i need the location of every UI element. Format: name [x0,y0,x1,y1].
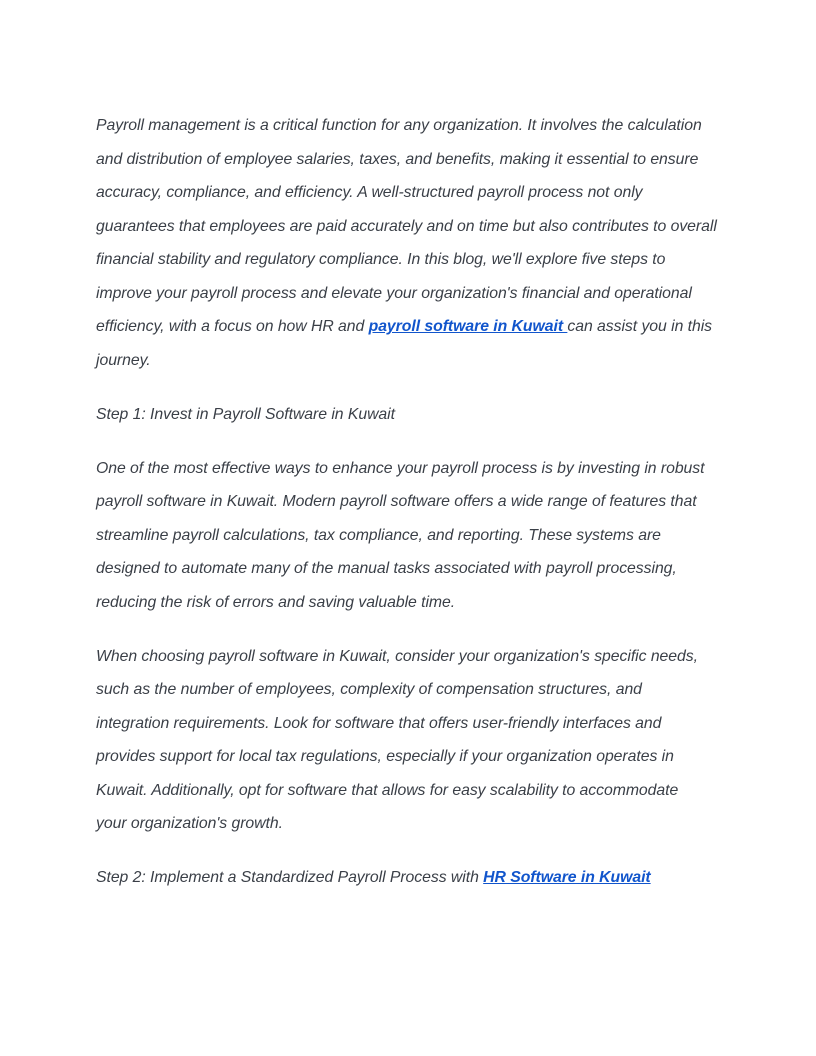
step2-heading [96,861,720,895]
text-line: provides support for local tax regulations, especially if your organization operates in [96,748,674,765]
payroll-software-link[interactable]: payroll software in Kuwait [368,318,568,335]
text-line: such as the number of employees, complexity of compensation structures, and [96,681,642,698]
text-line: reducing the risk of errors and saving valuable time. [96,593,456,611]
text-line: integration requirements. Look for software that offers user-friendly interfaces and [96,714,662,732]
text-line: your organization's growth. [96,815,283,832]
text-segment: efficiency, with a focus on how HR and [96,318,369,335]
text-segment: can assist you in this [567,318,713,335]
step1-paragraph-1 [96,452,720,620]
text-line-with-link [96,310,720,344]
text-line: journey. [96,351,151,369]
text-line: accuracy, compliance, and efficiency. A well-structured payroll process not only [96,184,643,201]
text-line: designed to automate many of the manual tasks associated with payroll processing, [96,560,677,577]
text-line: When choosing payroll software in Kuwait, consider your organization's specific needs, [96,647,698,665]
step1-paragraph-2 [96,640,720,841]
text-line: streamline payroll calculations, tax compliance, and reporting. These systems are [96,526,661,544]
document-page [96,109,720,915]
hr-software-link[interactable]: HR Software in Kuwait [483,869,651,886]
text-line: improve your payroll process and elevate your organization's financial and operational [96,284,692,302]
text-line: payroll software in Kuwait. Modern payroll software offers a wide range of features that [96,493,697,510]
text-line: One of the most effective ways to enhance your payroll process is by investing in robust [96,459,705,477]
step1-heading: Step 1: Invest in Payroll Software in Kuwait [96,405,395,423]
text-line: Kuwait. Additionally, opt for software that allows for easy scalability to accommodate [96,781,679,799]
text-line: financial stability and regulatory compliance. In this blog, we'll explore five steps to [96,251,666,268]
text-segment: Step 2: Implement a Standardized Payroll Process with [96,869,484,886]
intro-paragraph [96,109,720,377]
text-line: and distribution of employee salaries, taxes, and benefits, making it essential to ensure [96,150,699,168]
text-line: Payroll management is a critical function for any organization. It involves the calculation [96,117,702,134]
text-line: guarantees that employees are paid accurately and on time but also contributes to overall [96,217,717,235]
